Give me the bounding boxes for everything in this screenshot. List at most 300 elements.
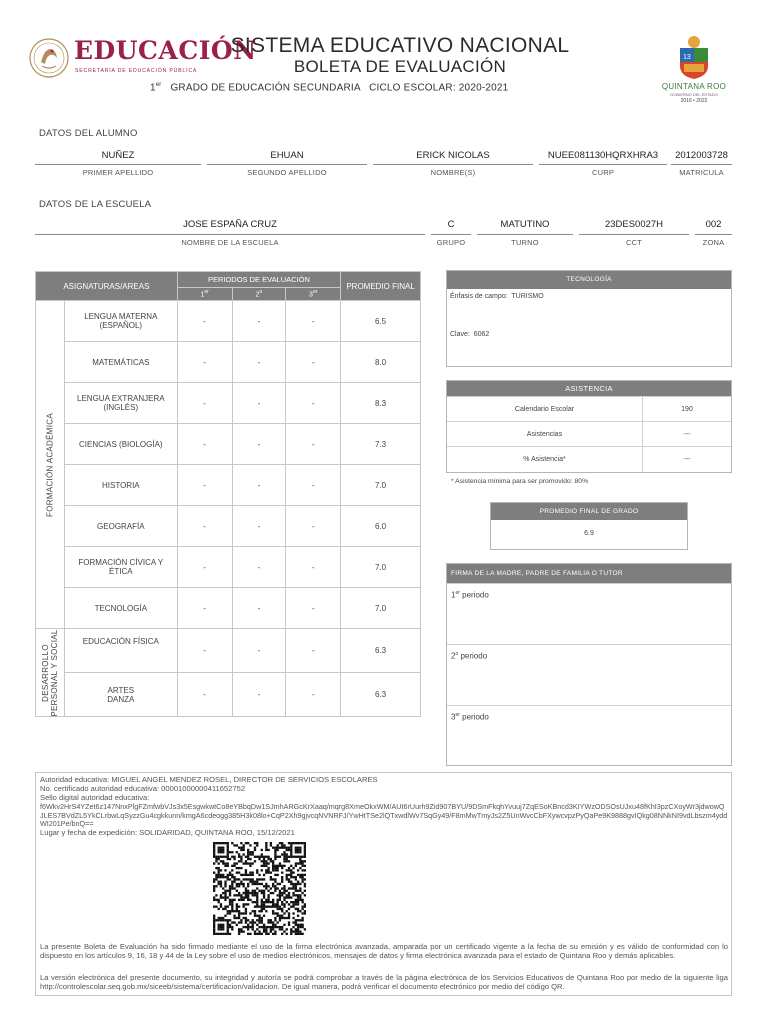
period-1-grade: - <box>177 465 232 506</box>
qr-module <box>215 867 217 869</box>
qr-module <box>258 910 260 912</box>
qr-module <box>236 910 238 912</box>
qr-module <box>304 894 306 896</box>
signature-period-row: 2$^o$ periodo <box>447 644 731 705</box>
qr-module <box>236 906 238 908</box>
qr-module <box>286 896 288 898</box>
qr-module <box>263 896 265 898</box>
qr-module <box>295 865 297 867</box>
grade-final-average-box <box>490 502 688 550</box>
qr-module <box>301 899 303 901</box>
qr-module <box>231 874 233 876</box>
qr-module <box>263 928 265 930</box>
qr-module <box>301 842 303 844</box>
qr-module <box>297 915 299 917</box>
qr-module <box>304 847 306 849</box>
qr-module <box>222 856 224 858</box>
qr-module <box>220 919 222 921</box>
attendance-box <box>446 380 732 473</box>
qr-module <box>215 858 217 860</box>
qr-module <box>229 933 231 935</box>
qr-module <box>213 906 215 908</box>
qr-module <box>261 869 263 871</box>
qr-module <box>283 844 285 846</box>
qr-module <box>272 921 274 923</box>
qr-module <box>254 910 256 912</box>
emphasis-label: Énfasis de campo: <box>450 293 508 300</box>
qr-module <box>247 924 249 926</box>
qr-module <box>272 901 274 903</box>
qr-module <box>242 912 244 914</box>
qr-module <box>267 871 269 873</box>
qr-module <box>267 856 269 858</box>
qr-module <box>233 910 235 912</box>
qr-module <box>256 915 258 917</box>
student-fields <box>35 147 732 187</box>
qr-module <box>299 876 301 878</box>
qr-module <box>297 903 299 905</box>
qr-module <box>215 899 217 901</box>
grade-row <box>36 383 421 424</box>
digital-seal-value: f6Wkv2HrS4YZet6z147NnxPlgFZmfwbVJs3x5EsgwkwtCo8eYBbqDw1SJmhARGcKrXaaq/mqrg8XmeOkxWM/AUt6rUurh9Zid907BYU/9DSmFkqhYvuuj7ZqESoKBncd3KIYWzODSOsUJxu48fKhI3pzCXoyWr3jdwowQJLES7BVdZL5YkCLrbwLqSyzzGu4cgkkunn/kmgA6cdeogg385H3k08lo+CqP2Xh9gjvcqNVNRFJ/YwHtTSe2lQTxwdlWv7SqGy49/F8mMwTmyJs2Z5UnWvcCbFXywcvpzPyQaPe9K9888gvIQkg08NNkNI9vdLbszm4yddWI201Pe/bnQ== <box>40 802 728 829</box>
qr-module <box>279 906 281 908</box>
qr-module <box>265 849 267 851</box>
qr-module <box>252 890 254 892</box>
qr-module <box>227 896 229 898</box>
qr-module <box>288 860 290 862</box>
qr-module <box>263 858 265 860</box>
qr-module <box>263 903 265 905</box>
qr-module <box>218 847 220 849</box>
qr-module <box>249 921 251 923</box>
qr-module <box>292 912 294 914</box>
grade-final-average-value: 6.9 <box>584 530 594 537</box>
qr-module <box>272 862 274 864</box>
qr-module <box>290 896 292 898</box>
qr-module <box>292 894 294 896</box>
qr-module <box>286 901 288 903</box>
qr-module <box>286 874 288 876</box>
qr-module <box>256 894 258 896</box>
qr-module <box>249 926 251 928</box>
legal-notice-1: La presente Boleta de Evaluación ha sido firmado mediante el uso de la firma electrónica avanzada, amparada por un certificado vigente a la fecha de su emisión y es válido de conformidad con lo dispuesto en los artículos 9, 16, 18 y 44 de la Ley sobre el uso de medios electrónicos, mensajes de datos y firma electrónica avanzada para el estado de Quintana Roo y demás aplicables. <box>40 942 728 960</box>
qr-module <box>288 842 290 844</box>
qr-module <box>233 865 235 867</box>
qr-module <box>222 917 224 919</box>
qr-module <box>295 924 297 926</box>
period-1-grade: - <box>177 547 232 588</box>
qr-module <box>213 842 215 844</box>
qr-module <box>222 896 224 898</box>
qr-module <box>261 910 263 912</box>
qr-module <box>295 933 297 935</box>
qr-module <box>238 928 240 930</box>
qr-module <box>290 906 292 908</box>
qr-module <box>274 847 276 849</box>
school-section-label: DATOS DE LA ESCUELA <box>39 199 152 210</box>
subjects-column-header: ASIGNATURAS/AREAS <box>36 272 178 301</box>
qr-module <box>274 887 276 889</box>
qr-module <box>236 871 238 873</box>
qr-module <box>299 890 301 892</box>
qr-module <box>213 899 215 901</box>
qr-module <box>222 874 224 876</box>
qr-module <box>236 878 238 880</box>
qr-module <box>238 853 240 855</box>
qr-module <box>238 871 240 873</box>
qr-module <box>231 908 233 910</box>
qr-code[interactable] <box>213 842 306 935</box>
qr-module <box>277 908 279 910</box>
qr-module <box>265 930 267 932</box>
qr-module <box>227 858 229 860</box>
qr-module <box>227 849 229 851</box>
qr-module <box>245 894 247 896</box>
qr-module <box>220 896 222 898</box>
school-group: C <box>447 219 455 230</box>
qr-module <box>231 881 233 883</box>
qr-module <box>213 896 215 898</box>
qr-module <box>224 881 226 883</box>
qr-module <box>277 903 279 905</box>
qr-module <box>213 928 215 930</box>
qr-module <box>299 867 301 869</box>
qr-module <box>281 853 283 855</box>
qr-module <box>292 887 294 889</box>
qr-module <box>240 874 242 876</box>
qr-module <box>279 928 281 930</box>
qr-module <box>224 865 226 867</box>
subject-name: LENGUA EXTRANJERA (INGLÉS) <box>64 383 177 424</box>
qr-module <box>249 871 251 873</box>
qr-module <box>213 924 215 926</box>
qr-module <box>283 887 285 889</box>
period-3-grade: - <box>286 506 341 547</box>
qr-module <box>222 851 224 853</box>
qr-module <box>229 858 231 860</box>
qr-module <box>304 883 306 885</box>
final-grade: 7.0 <box>341 588 421 629</box>
qr-module <box>301 906 303 908</box>
qr-module <box>258 921 260 923</box>
qr-module <box>231 883 233 885</box>
qr-module <box>301 878 303 880</box>
qr-module <box>258 930 260 932</box>
qr-module <box>218 928 220 930</box>
qr-module <box>245 892 247 894</box>
mexican-eagle-seal-icon <box>28 36 70 80</box>
qr-module <box>297 919 299 921</box>
period-3-grade: - <box>286 629 341 673</box>
qr-module <box>265 865 267 867</box>
qr-module <box>242 883 244 885</box>
qr-module <box>265 933 267 935</box>
qr-module <box>283 906 285 908</box>
qr-module <box>247 890 249 892</box>
qr-module <box>227 933 229 935</box>
qr-module <box>236 903 238 905</box>
grade-superscript: er <box>155 82 162 88</box>
qr-module <box>242 892 244 894</box>
school-group-caption: GRUPO <box>436 238 466 247</box>
qr-module <box>292 906 294 908</box>
qr-module <box>299 851 301 853</box>
qr-module <box>263 908 265 910</box>
qr-module <box>238 910 240 912</box>
qr-module <box>295 842 297 844</box>
qr-module <box>215 894 217 896</box>
qr-module <box>245 887 247 889</box>
qr-module <box>304 903 306 905</box>
qr-module <box>252 924 254 926</box>
qr-module <box>229 894 231 896</box>
qr-module <box>231 856 233 858</box>
qr-module <box>295 847 297 849</box>
qr-module <box>215 874 217 876</box>
qr-module <box>263 901 265 903</box>
qr-module <box>249 878 251 880</box>
qr-module <box>254 933 256 935</box>
qr-module <box>256 844 258 846</box>
qr-module <box>272 865 274 867</box>
qr-module <box>297 849 299 851</box>
qr-module <box>256 933 258 935</box>
qr-module <box>238 878 240 880</box>
qr-module <box>292 871 294 873</box>
qr-module <box>299 860 301 862</box>
qr-module <box>249 865 251 867</box>
qr-module <box>233 858 235 860</box>
qr-module <box>281 844 283 846</box>
field-underline <box>207 164 367 165</box>
subject-name: EDUCACIÓN FÍSICA <box>64 629 177 673</box>
qr-module <box>267 885 269 887</box>
qr-module <box>224 919 226 921</box>
technology-key <box>450 331 489 338</box>
qr-module <box>270 887 272 889</box>
qr-module <box>218 856 220 858</box>
qr-module <box>261 906 263 908</box>
qr-module <box>263 856 265 858</box>
qr-module <box>220 856 222 858</box>
qr-module <box>295 894 297 896</box>
qr-module <box>229 885 231 887</box>
qr-module <box>274 926 276 928</box>
qr-module <box>224 915 226 917</box>
qr-module <box>290 887 292 889</box>
qr-module <box>286 847 288 849</box>
qr-module <box>261 899 263 901</box>
qr-module <box>283 892 285 894</box>
sep-logo <box>28 36 257 82</box>
qr-module <box>254 883 256 885</box>
qr-module <box>283 903 285 905</box>
qr-module <box>238 885 240 887</box>
qr-module <box>301 919 303 921</box>
grade-row <box>36 629 421 673</box>
qr-module <box>263 924 265 926</box>
qr-module <box>272 860 274 862</box>
student-second-surname: EHUAN <box>270 150 304 161</box>
qr-module <box>299 933 301 935</box>
qr-module <box>279 926 281 928</box>
qr-module <box>229 887 231 889</box>
qr-module <box>290 901 292 903</box>
qr-module <box>242 903 244 905</box>
qr-module <box>261 853 263 855</box>
qr-module <box>274 849 276 851</box>
field-underline <box>477 234 573 235</box>
qr-module <box>272 892 274 894</box>
qr-module <box>272 933 274 935</box>
qr-module <box>227 926 229 928</box>
qr-module <box>222 862 224 864</box>
qr-module <box>297 851 299 853</box>
qr-module <box>242 917 244 919</box>
qr-module <box>261 917 263 919</box>
qr-module <box>299 887 301 889</box>
qr-module <box>301 865 303 867</box>
qr-module <box>218 876 220 878</box>
qr-module <box>265 862 267 864</box>
qr-module <box>299 894 301 896</box>
qr-module <box>245 862 247 864</box>
qr-module <box>265 869 267 871</box>
final-grade: 8.0 <box>341 342 421 383</box>
qr-module <box>218 874 220 876</box>
qr-module <box>236 867 238 869</box>
qr-module <box>295 921 297 923</box>
attendance-row <box>447 446 731 471</box>
qr-module <box>220 851 222 853</box>
final-grade: 6.5 <box>341 301 421 342</box>
grade-final-average-header: PROMEDIO FINAL DE GRADO <box>491 503 687 520</box>
student-matricula: 2012003728 <box>675 150 728 161</box>
qr-module <box>272 883 274 885</box>
qr-module <box>245 917 247 919</box>
qr-module <box>297 881 299 883</box>
qr-module <box>281 903 283 905</box>
qr-module <box>292 917 294 919</box>
qr-module <box>277 847 279 849</box>
qr-module <box>286 869 288 871</box>
qr-module <box>270 928 272 930</box>
qr-module <box>218 862 220 864</box>
qr-module <box>281 865 283 867</box>
attendance-row <box>447 421 731 446</box>
qr-module <box>229 919 231 921</box>
grade-number: 1 <box>150 82 156 94</box>
qr-module <box>227 874 229 876</box>
qr-module <box>252 851 254 853</box>
qr-module <box>288 874 290 876</box>
qr-module <box>236 894 238 896</box>
qr-module <box>236 924 238 926</box>
qr-module <box>283 917 285 919</box>
qr-module <box>220 869 222 871</box>
qr-module <box>258 874 260 876</box>
qr-module <box>301 874 303 876</box>
qr-module <box>263 890 265 892</box>
qr-module <box>258 915 260 917</box>
field-underline <box>579 234 689 235</box>
qr-module <box>249 853 251 855</box>
qr-module <box>274 933 276 935</box>
qr-module <box>218 842 220 844</box>
qr-module <box>242 849 244 851</box>
qr-module <box>236 917 238 919</box>
qr-module <box>258 883 260 885</box>
qr-module <box>218 908 220 910</box>
qr-module <box>286 858 288 860</box>
qr-module <box>231 842 233 844</box>
qr-module <box>277 915 279 917</box>
qr-module <box>222 892 224 894</box>
qr-module <box>254 842 256 844</box>
qr-module <box>290 869 292 871</box>
qr-module <box>240 842 242 844</box>
qr-module <box>258 890 260 892</box>
qr-module <box>290 876 292 878</box>
qr-module <box>231 865 233 867</box>
qr-module <box>290 881 292 883</box>
qr-module <box>288 847 290 849</box>
qr-module <box>222 887 224 889</box>
qr-module <box>236 883 238 885</box>
student-curp-caption: CURP <box>591 168 615 177</box>
field-underline <box>431 234 471 235</box>
qr-module <box>213 885 215 887</box>
qr-module <box>224 892 226 894</box>
qr-module <box>256 906 258 908</box>
qr-module <box>254 901 256 903</box>
qr-module <box>238 867 240 869</box>
period-2-grade: - <box>232 465 286 506</box>
qr-module <box>270 842 272 844</box>
qr-module <box>227 878 229 880</box>
qr-module <box>301 876 303 878</box>
qr-module <box>252 892 254 894</box>
qr-module <box>218 926 220 928</box>
qr-module <box>270 892 272 894</box>
qr-module <box>274 924 276 926</box>
qr-module <box>245 908 247 910</box>
qr-module <box>295 908 297 910</box>
attendance-value: --- <box>683 456 691 463</box>
qr-module <box>231 926 233 928</box>
guardian-signature-box <box>446 563 732 766</box>
period-2-grade: - <box>232 547 286 588</box>
school-shift: MATUTINO <box>500 219 550 230</box>
qr-module <box>218 899 220 901</box>
qr-module <box>247 892 249 894</box>
qr-module <box>231 903 233 905</box>
qr-module <box>304 853 306 855</box>
qr-module <box>288 915 290 917</box>
qr-module <box>286 878 288 880</box>
qr-module <box>222 847 224 849</box>
qr-module <box>297 862 299 864</box>
qr-module <box>274 912 276 914</box>
qr-module <box>213 878 215 880</box>
qr-module <box>224 856 226 858</box>
qr-module <box>279 917 281 919</box>
qr-module <box>256 883 258 885</box>
qr-module <box>272 869 274 871</box>
qr-module <box>229 910 231 912</box>
qr-module <box>220 881 222 883</box>
qr-module <box>218 849 220 851</box>
